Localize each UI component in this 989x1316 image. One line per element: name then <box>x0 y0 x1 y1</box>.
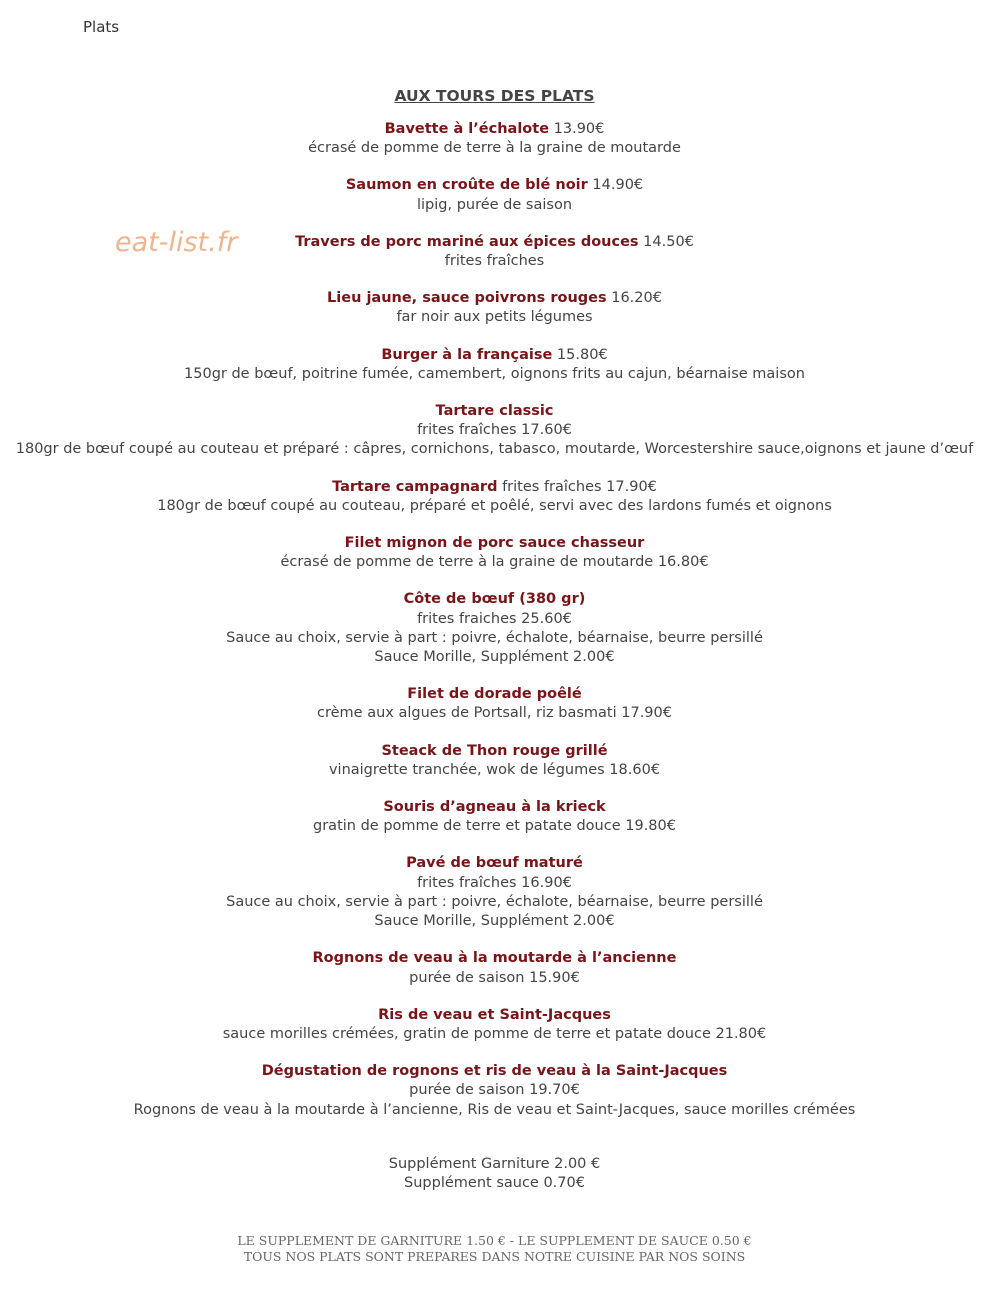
dish-item <box>0 402 989 460</box>
dish-header <box>0 742 989 761</box>
dish-name: Travers de porc mariné aux épices douces <box>295 233 639 250</box>
dish-description: sauce morilles crémées, gratin de pomme de terre et patate douce 21.80€ <box>222 1025 767 1042</box>
dish-description: frites fraîches 16.90€ <box>417 874 572 891</box>
dish-description: Rognons de veau à la moutarde à l’ancienne, Ris de veau et Saint-Jacques, sauce morilles crémées <box>133 1101 856 1118</box>
dish-name: Côte de bœuf (380 gr) <box>403 591 586 608</box>
dish-description: frites fraîches <box>444 253 545 270</box>
dish-header <box>0 1006 989 1025</box>
dish-item <box>0 120 989 158</box>
dish-description: Sauce au choix, servie à part : poivre, échalote, béarnaise, beurre persillé <box>226 629 763 646</box>
dish-header <box>0 798 989 817</box>
dish-name: Bavette à l’échalote <box>384 121 550 137</box>
dish-header <box>0 590 989 609</box>
dish-header <box>0 176 989 195</box>
dish-description: purée de saison 15.90€ <box>409 969 580 986</box>
dish-name: Souris d’agneau à la krieck <box>383 799 606 816</box>
dish-item <box>0 590 989 667</box>
dish-item <box>0 1006 989 1044</box>
footer-line: LE SUPPLEMENT DE GARNITURE 1.50 € - LE SUPPLEMENT DE SAUCE 0.50 € <box>237 1233 752 1249</box>
dish-description: frites fraiches 25.60€ <box>417 610 572 627</box>
dish-description: Sauce au choix, servie à part : poivre, échalote, béarnaise, beurre persillé <box>226 893 763 910</box>
dish-item <box>0 798 989 836</box>
dish-header <box>0 685 989 704</box>
dish-name: Burger à la française <box>381 346 553 363</box>
dish-description: lipig, purée de saison <box>416 196 573 213</box>
supplement-line: Supplément sauce 0.70€ <box>404 1174 585 1191</box>
dish-name: Filet mignon de porc sauce chasseur <box>344 535 645 552</box>
dish-description: 180gr de bœuf coupé au couteau et préparé : câpres, cornichons, tabasco, moutarde, Worcestershire sauce,oignons et jaune d’œuf <box>15 441 974 458</box>
dish-header <box>0 233 989 252</box>
dish-name: Dégustation de rognons et ris de veau à la Saint-Jacques <box>261 1063 728 1080</box>
dish-item <box>0 289 989 327</box>
dish-list <box>0 120 989 1120</box>
dish-description: 150gr de bœuf, poitrine fumée, camembert, oignons frits au cajun, béarnaise maison <box>184 365 805 382</box>
dish-item <box>0 534 989 572</box>
dish-item <box>0 233 989 271</box>
dish-description: vinaigrette tranchée, wok de légumes 18.60€ <box>328 761 661 778</box>
dish-header <box>0 120 989 139</box>
dish-header <box>0 478 989 497</box>
dish-name: Ris de veau et Saint-Jacques <box>378 1006 611 1023</box>
dish-description: purée de saison 19.70€ <box>409 1082 580 1099</box>
dish-item <box>0 854 989 931</box>
dish-description: frites fraîches 17.60€ <box>417 422 572 439</box>
dish-item <box>0 346 989 384</box>
dish-item <box>0 742 989 780</box>
dish-name: Filet de dorade poêlé <box>407 686 582 703</box>
dish-item <box>0 478 989 516</box>
page-label: Plats <box>83 18 120 36</box>
dish-name: Tartare campagnard <box>332 478 498 495</box>
dish-header <box>0 402 989 421</box>
dish-item <box>0 176 989 214</box>
dish-header <box>0 534 989 553</box>
dish-header-detail: 14.50€ <box>638 233 694 250</box>
dish-name: Tartare classic <box>435 403 554 420</box>
dish-name: Saumon en croûte de blé noir <box>345 177 588 194</box>
section-title: AUX TOURS DES PLATS <box>394 87 595 105</box>
footer-notice <box>0 1233 989 1265</box>
dish-description: crème aux algues de Portsall, riz basmati 17.90€ <box>317 705 672 722</box>
dish-header <box>0 1062 989 1081</box>
dish-header <box>0 854 989 873</box>
dish-description: gratin de pomme de terre et patate douce 19.80€ <box>313 818 676 835</box>
dish-header-detail: 15.80€ <box>552 346 608 363</box>
dish-header <box>0 949 989 968</box>
dish-description: 180gr de bœuf coupé au couteau, préparé et poêlé, servi avec des lardons fumés et oignons <box>157 497 832 514</box>
dish-description: Sauce Morille, Supplément 2.00€ <box>374 913 615 930</box>
dish-header-detail: 16.20€ <box>606 290 662 307</box>
watermark: eat-list.fr <box>115 227 238 258</box>
dish-item <box>0 949 989 987</box>
dish-name: Lieu jaune, sauce poivrons rouges <box>327 290 607 307</box>
dish-header-detail: 14.90€ <box>587 177 644 194</box>
dish-header-detail: frites fraîches 17.90€ <box>497 478 657 495</box>
dish-description: écrasé de pomme de terre à la graine de moutarde <box>308 140 681 157</box>
menu <box>0 86 989 1265</box>
dish-item <box>0 1062 989 1120</box>
dish-name: Steack de Thon rouge grillé <box>381 742 608 759</box>
dish-header <box>0 289 989 308</box>
supplements <box>0 1155 989 1193</box>
dish-item <box>0 685 989 723</box>
dish-name: Rognons de veau à la moutarde à l’ancienne <box>312 950 677 967</box>
supplement-line: Supplément Garniture 2.00 € <box>388 1155 601 1172</box>
dish-header-detail: 13.90€ <box>549 121 605 137</box>
dish-description: Sauce Morille, Supplément 2.00€ <box>374 649 615 666</box>
dish-name: Pavé de bœuf maturé <box>406 855 583 872</box>
dish-header <box>0 346 989 365</box>
footer-line: TOUS NOS PLATS SONT PREPARES DANS NOTRE CUISINE PAR NOS SOINS <box>243 1249 746 1265</box>
dish-description: écrasé de pomme de terre à la graine de moutarde 16.80€ <box>280 554 709 571</box>
dish-description: far noir aux petits légumes <box>396 309 593 326</box>
